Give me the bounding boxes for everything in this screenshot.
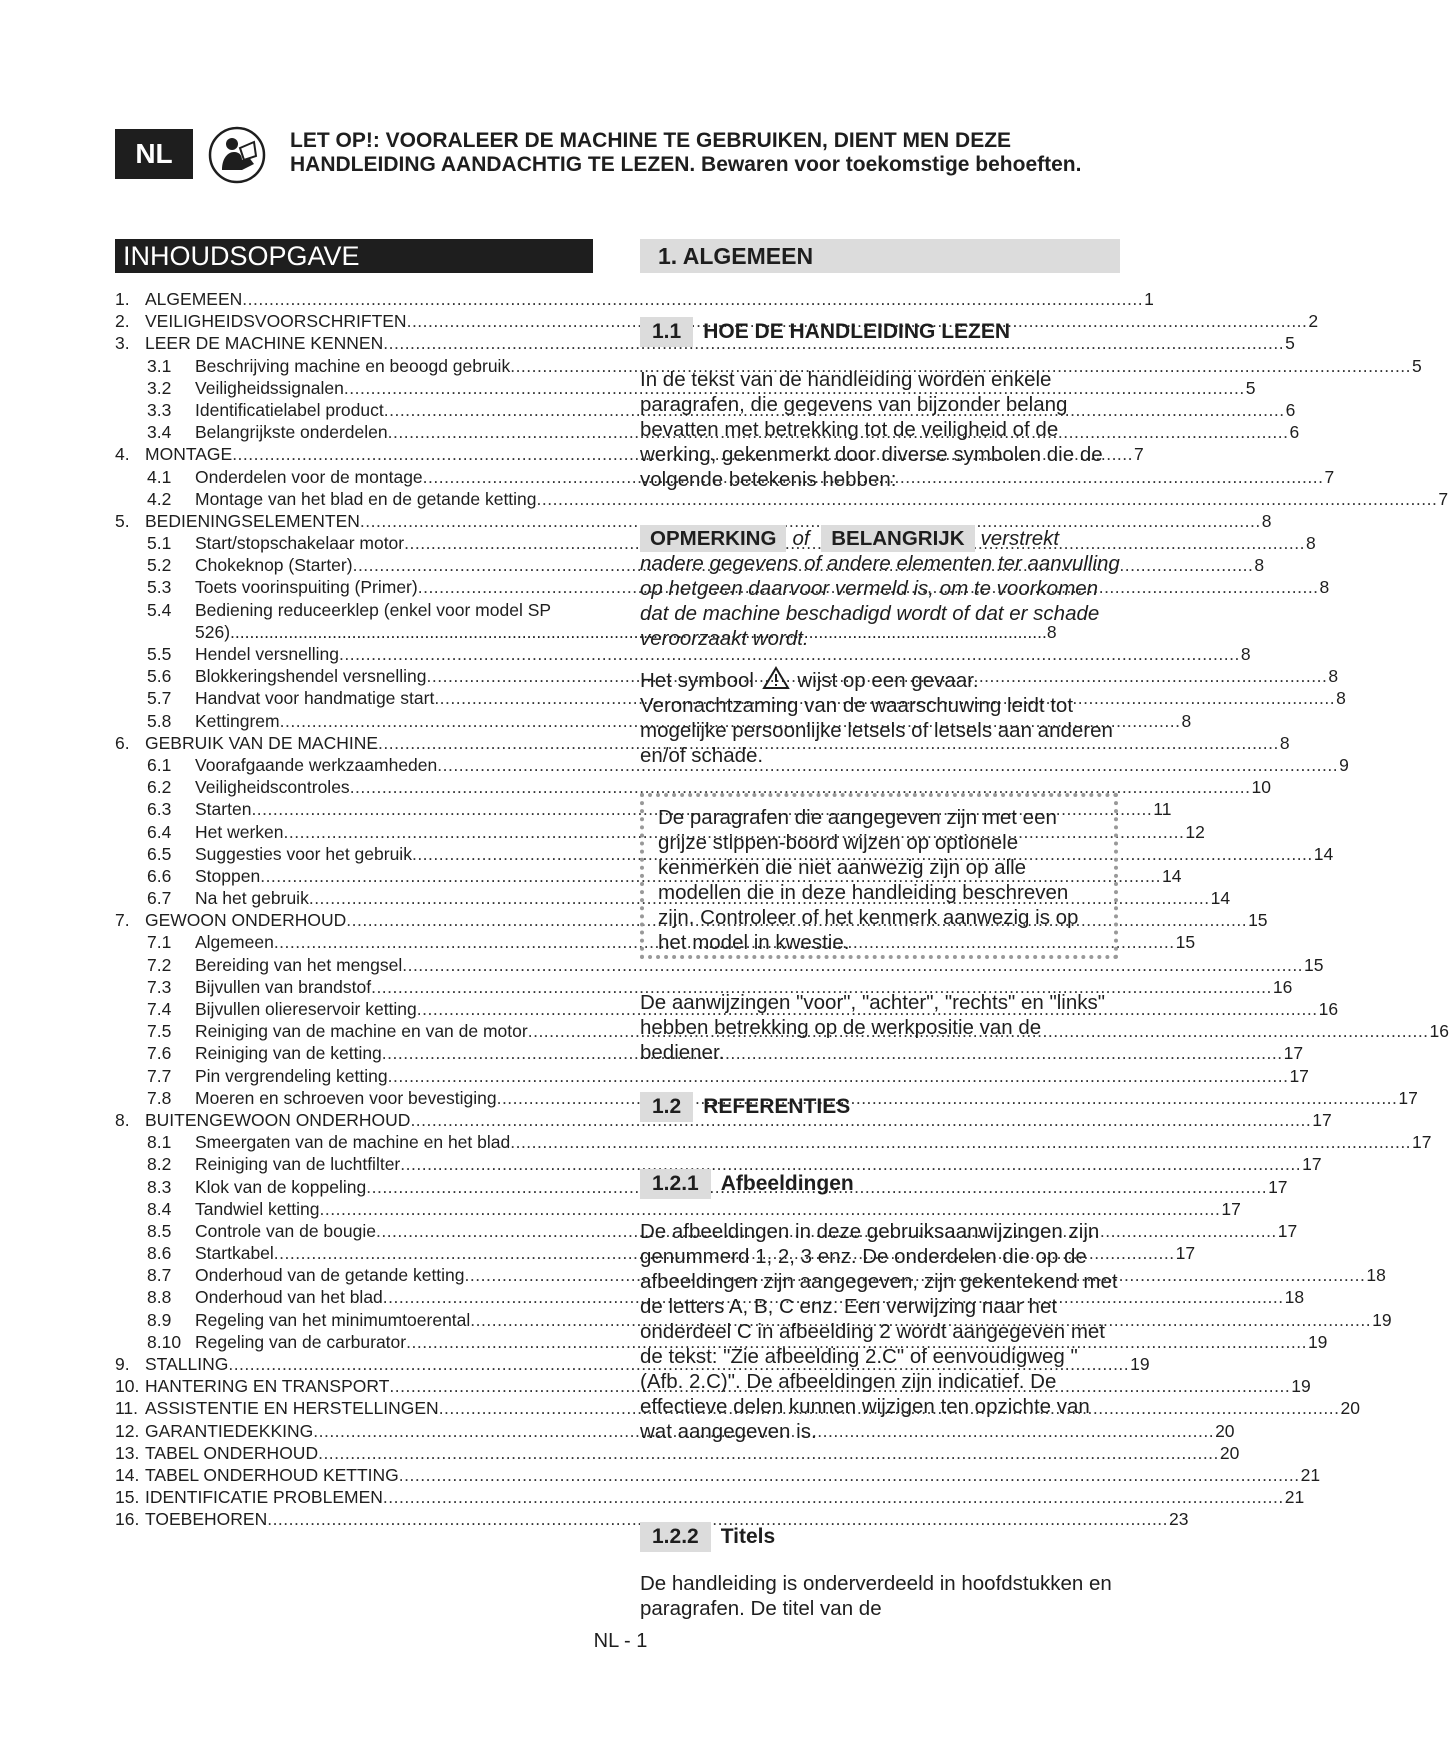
toc-entry[interactable] (115, 377, 1256, 400)
toc-entry-label: Chokeknop (Starter) (195, 555, 353, 576)
toc-entry-page: 19 (1291, 1376, 1311, 1397)
toc-title: INHOUDSOPGAVE (115, 239, 593, 273)
toc-entry[interactable] (115, 1398, 1360, 1420)
toc-entry-page: 7 (1438, 488, 1449, 509)
toc-entry-page: 18 (1284, 1287, 1305, 1308)
toc-entry-page: 16 (1272, 976, 1293, 997)
toc-entry-page: 17 (1312, 1109, 1332, 1130)
toc-entry-page: 14 (1313, 843, 1334, 864)
toc-entry-number: 7.2 (147, 954, 172, 975)
toc-entry-label: BUITENGEWOON ONDERHOUD (145, 1109, 411, 1130)
toc-entry-label: Blokkeringshendel versnelling (195, 666, 427, 687)
toc-entry-page: 15 (1175, 932, 1196, 953)
toc-entry[interactable] (115, 888, 1231, 910)
toc-entry-page: 18 (1366, 1265, 1386, 1286)
toc-entry-label: Toets voorinspuiting (Primer) (195, 577, 418, 598)
toc-entry-label: Handvat voor handmatige start (195, 688, 435, 709)
toc-leader-dots (510, 1132, 1411, 1153)
or-word: of (792, 527, 810, 550)
section-number: 1.2 (640, 1092, 693, 1122)
paragraph-directions: De aanwijzingen "voor", "achter", "rechts" en "links" hebben betrekking op de werkpositie van de bediener. (640, 991, 1106, 1064)
toc-entry-page: 15 (1304, 954, 1324, 975)
toc-entry-page: 8 (1336, 688, 1346, 709)
toc-entry-label: Onderdelen voor de montage (195, 466, 423, 487)
toc-entry[interactable] (115, 777, 1271, 799)
toc-leader-dots (242, 289, 1143, 310)
toc-entry-label: Reiniging van de luchtfilter (195, 1154, 401, 1175)
toc-entry-page: 19 (1372, 1309, 1392, 1330)
section-heading-algemeen: 1. ALGEMEEN (640, 239, 1120, 273)
toc-entry[interactable] (115, 910, 1268, 932)
toc-entry-number: 8.9 (147, 1309, 172, 1330)
toc-entry[interactable] (115, 754, 1349, 777)
toc-entry[interactable] (115, 555, 1265, 577)
toc-entry-number: 8.10 (147, 1331, 182, 1352)
toc-entry-number: 5.1 (147, 533, 172, 554)
toc-entry-label: Identificatielabel product (195, 399, 384, 420)
toc-entry-number: 8.4 (147, 1198, 172, 1219)
toc-entry-label: GEBRUIK VAN DE MACHINE (145, 732, 379, 753)
toc-entry[interactable] (115, 843, 1334, 866)
toc-entry-page: 8 (1181, 710, 1192, 731)
toc-entry-number: 3.2 (147, 377, 172, 398)
toc-entry-number: 4.2 (147, 488, 172, 509)
toc-entry[interactable] (115, 1287, 1305, 1309)
toc-entry-label: Controle van de bougie (195, 1220, 376, 1241)
toc-entry-page: 17 (1302, 1154, 1322, 1175)
toc-entry-page: 8 (1305, 533, 1316, 554)
toc-entry-page: 8 (1240, 644, 1251, 664)
toc-entry[interactable] (115, 932, 1196, 954)
toc-leader-dots (399, 1465, 1300, 1486)
note-keyword: OPMERKING (640, 525, 786, 552)
toc-entry-label: Moeren en schroeven voor bevestiging (195, 1087, 497, 1108)
toc-entry[interactable] (115, 732, 1290, 755)
toc-entry[interactable] (115, 954, 1324, 977)
section-number: 1.1 (640, 317, 693, 347)
toc-entry-label: 526) (195, 621, 231, 642)
toc-entry-number: 6.5 (147, 843, 172, 864)
toc-entry[interactable] (115, 488, 1449, 511)
toc-entry-page: 21 (1284, 1487, 1305, 1508)
page-number: NL - 1 (593, 1630, 648, 1652)
toc-entry-page: 20 (1215, 1420, 1235, 1441)
toc-entry[interactable] (115, 1376, 1311, 1398)
toc-entry-page: 17 (1277, 1220, 1298, 1241)
toc-entry-page: 11 (1153, 799, 1172, 820)
toc-leader-dots (318, 1443, 1219, 1464)
toc-entry-number: 5.4 (147, 599, 172, 620)
toc-leader-dots (388, 1066, 1289, 1087)
toc-entry-number: 8.7 (147, 1265, 172, 1286)
toc-entry-page: 16 (1429, 1021, 1449, 1042)
toc-entry-label: Belangrijkste onderdelen (195, 422, 388, 443)
toc-entry-page: 8 (1279, 732, 1290, 753)
toc-entry-label: HANTERING EN TRANSPORT (145, 1376, 390, 1397)
toc-leader-dots (383, 1487, 1284, 1508)
toc-entry-number: 1. (115, 289, 130, 309)
toc-entry-label: LEER DE MACHINE KENNEN (145, 333, 384, 354)
toc-entry-number: 7.3 (147, 976, 172, 997)
toc-entry[interactable] (115, 333, 1295, 355)
toc-entry-label: Voorafgaande werkzaamheden (195, 754, 438, 775)
toc-entry-number: 6.6 (147, 865, 172, 886)
toc-entry-page: 6 (1285, 399, 1296, 420)
toc-entry-number: 6.1 (147, 754, 172, 775)
toc-entry-number: 6.4 (147, 821, 172, 842)
toc-entry[interactable] (115, 1442, 1240, 1465)
section-title: HOE DE HANDLEIDING LEZEN (703, 320, 1011, 343)
toc-entry[interactable] (115, 422, 1300, 444)
paragraph-note-important (640, 526, 1120, 651)
toc-entry-label: Reiniging van de machine en van de motor (195, 1021, 528, 1042)
toc-entry[interactable] (115, 1109, 1332, 1132)
toc-entry-number: 3. (115, 333, 130, 354)
section-heading-1-2 (640, 1092, 850, 1122)
toc-entry-page: 17 (1283, 1043, 1304, 1064)
toc-entry-number: 13. (115, 1442, 140, 1463)
header-warning-line2: HANDLEIDING AANDACHTIG TE LEZEN. Bewaren voor toekomstige behoeften. (290, 153, 1082, 176)
toc-leader-dots (497, 1088, 1398, 1109)
toc-entry-label: Starten (195, 799, 252, 820)
toc-entry-label: Onderhoud van de getande ketting (195, 1265, 465, 1286)
toc-entry-label: Smeergaten van de machine en het blad (195, 1132, 511, 1153)
toc-entry-page: 20 (1219, 1442, 1240, 1463)
toc-entry-page: 12 (1185, 821, 1205, 842)
note-text: verstrekt nadere gegevens of andere elementen ter aanvulling op hetgeen daarvoor vermeld is, om te voorkomen dat de machine beschadigd wordt of dat er schade veroorzaakt wordt. (640, 527, 1120, 650)
toc-entry-label: Bijvullen van brandstof (195, 976, 372, 997)
toc-entry[interactable] (115, 1154, 1322, 1176)
toc-entry-label: Regeling van het minimumtoerental (195, 1309, 471, 1330)
toc-entry[interactable] (115, 1265, 1386, 1287)
toc-entry-number: 7.7 (147, 1065, 172, 1086)
toc-entry[interactable] (115, 799, 1172, 821)
toc-entry-page: 15 (1248, 910, 1268, 931)
toc-entry-number: 6.2 (147, 777, 172, 798)
toc-entry-number: 5.3 (147, 577, 172, 598)
toc-entry[interactable] (115, 644, 1251, 666)
toc-entry-page: 8 (1254, 555, 1265, 576)
toc-entry-number: 15. (115, 1487, 140, 1508)
toc-entry-number: 6.3 (147, 799, 172, 820)
toc-entry-label: Kettingrem (195, 710, 280, 731)
toc-entry[interactable] (115, 1509, 1189, 1531)
toc-entry-page: 17 (1398, 1087, 1418, 1108)
warning-triangle-icon (762, 666, 790, 690)
toc-entry[interactable] (115, 1487, 1305, 1509)
paragraph-titles: De handleiding is onderverdeeld in hoofdstukken en paragrafen. De titel van de (640, 1572, 1112, 1620)
toc-entry-label: Start/stopschakelaar motor (195, 533, 405, 554)
toc-entry-page: 23 (1169, 1509, 1189, 1530)
toc-entry-page: 21 (1300, 1464, 1321, 1485)
toc-entry-label: Klok van de koppeling (195, 1176, 367, 1197)
toc-entry[interactable] (115, 1132, 1432, 1154)
paragraph-danger-symbol (640, 666, 1120, 768)
section-heading-1-2-1 (640, 1169, 854, 1199)
paragraph-intro: In de tekst van de handleiding worden enkele paragrafen, die gegevens van bijzonder belang bevatten met betrekking tot de veiligheid of de werking, gekenmerkt door diverse symbolen die de volgende betekenis hebben: (640, 368, 1103, 491)
toc-entry[interactable] (115, 688, 1346, 710)
toc-entry[interactable] (115, 1331, 1328, 1354)
toc-entry-number: 16. (115, 1509, 140, 1530)
toc-entry-number: 8.8 (147, 1287, 172, 1308)
toc-entry-label: Startkabel (195, 1243, 274, 1264)
toc-entry-number: 5.6 (147, 666, 172, 687)
toc-entry-page: 8 (1319, 577, 1330, 598)
toc-entry[interactable] (115, 466, 1335, 489)
toc-entry-label: Stoppen (195, 865, 261, 886)
toc-entry-label: Bediening reduceerklep (enkel voor model SP (195, 599, 552, 620)
toc-entry-number: 14. (115, 1464, 140, 1485)
section-heading-1-1 (640, 317, 1010, 347)
header-warning-line1: LET OP!: VOORALEER DE MACHINE TE GEBRUIKEN, DIENT MEN DEZE (290, 129, 1012, 152)
toc-entry[interactable] (115, 821, 1205, 844)
toc-entry-number: 8.1 (147, 1132, 172, 1153)
read-manual-icon (208, 126, 266, 184)
toc-entry-label: GARANTIEDEKKING (145, 1420, 314, 1441)
toc-entry-label: Bijvullen oliereservoir ketting (195, 999, 417, 1019)
toc-entry[interactable] (115, 355, 1422, 378)
toc-entry-number: 7.8 (147, 1087, 172, 1108)
toc-entry-page: 5 (1285, 333, 1295, 354)
toc-entry-number: 9. (115, 1354, 130, 1374)
toc-entry-label: Veiligheidssignalen (195, 377, 344, 398)
toc-entry-page: 8 (1328, 666, 1339, 687)
toc-entry-label: Hendel versnelling (195, 644, 339, 664)
optional-features-text: De paragrafen die aangegeven zijn met een grijze stippen-boord wijzen op optionele kenmerken die niet aanwezig zijn op alle modellen die in deze handleiding beschreven zijn. Controleer of het kenmerk aanwezig is op het model in kwestie. (658, 806, 1079, 954)
paragraph-images: De afbeeldingen in deze gebruiksaanwijzingen zijn genummerd 1, 2, 3 enz. De onderdelen die op de afbeeldingen zijn aangegeven, zijn gekentekend met de letters A, B, C enz. Een verwijzing naar het onderdeel C in afbeelding 2 wordt aangegeven met de tekst: "Zie afbeelding 2.C" of eenvoudigweg "(Afb. 2.C)". De afbeeldingen zijn indicatief. De effectieve delen kunnen wijzigen ten opzichte van wat aangegeven is. (640, 1220, 1118, 1443)
section-number: 1.2.2 (640, 1522, 711, 1552)
toc-entry-number: 8. (115, 1109, 130, 1130)
toc-entry-label: Pin vergrendeling ketting (195, 1065, 388, 1086)
toc-entry-number: 5. (115, 510, 130, 531)
important-keyword: BELANGRIJK (821, 525, 974, 552)
toc-entry-number: 6.7 (147, 888, 172, 909)
toc-entry-number: 8.5 (147, 1220, 172, 1241)
toc-entry-number: 5.2 (147, 555, 172, 576)
toc-entry[interactable] (115, 600, 595, 622)
toc-entry-label: Veiligheidscontroles (195, 777, 350, 798)
toc-entry-number: 8.3 (147, 1176, 172, 1197)
toc-entry-number: 7. (115, 910, 130, 931)
toc-entry-number: 7.4 (147, 999, 172, 1019)
optional-features-box (640, 793, 1118, 959)
toc-entry-label: BEDIENINGSELEMENTEN (145, 510, 360, 531)
section-title: Titels (720, 1525, 776, 1548)
toc-entry-number: 12. (115, 1420, 140, 1441)
toc-entry-label: Bereiding van het mengsel (195, 954, 403, 975)
toc-entry-number: 8.6 (147, 1243, 172, 1264)
toc-entry-page: 17 (1221, 1198, 1241, 1219)
toc-entry-number: 4. (115, 444, 130, 465)
toc-entry-label: Regeling van de carburator (195, 1331, 407, 1352)
toc-entry-page: 10 (1251, 777, 1271, 798)
toc-entry[interactable] (115, 1309, 1392, 1332)
toc-entry-label: Suggesties voor het gebruik (195, 843, 412, 864)
toc-entry-label: TABEL ONDERHOUD KETTING (145, 1464, 399, 1485)
toc-entry-page: 7 (1324, 466, 1335, 487)
toc-entry-number: 10. (115, 1376, 140, 1397)
toc-entry[interactable] (115, 1043, 1304, 1065)
toc-entry-label: GEWOON ONDERHOUD (145, 910, 347, 931)
toc-entry[interactable] (115, 976, 1293, 999)
toc-entry[interactable] (115, 1198, 1241, 1221)
toc-entry-number: 4.1 (147, 466, 172, 487)
toc-entry-number: 8.2 (147, 1154, 172, 1175)
toc-entry-label: Het werken (195, 821, 284, 842)
toc-entry-number: 7.5 (147, 1021, 172, 1042)
toc-entry-page: 5 (1245, 377, 1256, 398)
toc-entry-page: 14 (1162, 865, 1182, 886)
toc-entry-number: 6. (115, 732, 130, 753)
toc-entry-page: 17 (1412, 1132, 1432, 1153)
toc-entry-number: 3.4 (147, 422, 172, 443)
toc-entry[interactable] (115, 444, 1144, 466)
toc-entry-page: 7 (1134, 444, 1144, 465)
toc-entry-page: 17 (1289, 1065, 1309, 1086)
toc-entry-page: 19 (1130, 1354, 1150, 1374)
toc-entry[interactable] (115, 999, 1339, 1021)
toc-entry-number: 5.8 (147, 710, 172, 731)
toc-entry-number: 7.6 (147, 1043, 172, 1064)
toc-entry[interactable] (115, 1021, 1449, 1043)
toc-entry[interactable] (115, 1464, 1321, 1487)
toc-entry-number: 7.1 (147, 932, 172, 953)
toc-entry-label: TOEBEHOREN (145, 1509, 268, 1530)
toc-entry[interactable] (115, 577, 1330, 599)
toc-entry[interactable] (115, 1354, 1150, 1376)
header-warning (290, 129, 1190, 177)
toc-entry-label: ASSISTENTIE EN HERSTELLINGEN (145, 1398, 439, 1419)
danger-text-before: Het symbool (640, 669, 754, 692)
section-title: REFERENTIES (703, 1095, 851, 1118)
toc-entry-page: 17 (1268, 1176, 1288, 1197)
toc-entry-page: 8 (1046, 621, 1057, 642)
toc-leader-dots (410, 1110, 1311, 1131)
toc-entry-number: 3.1 (147, 355, 172, 376)
toc-entry[interactable] (115, 621, 1057, 644)
toc-entry-label: Na het gebruik (195, 888, 309, 909)
toc-entry-label: VEILIGHEIDSVOORSCHRIFTEN (145, 311, 407, 332)
toc-entry[interactable] (115, 289, 1154, 311)
toc-entry[interactable] (115, 510, 1272, 533)
section-number: 1.2.1 (640, 1169, 711, 1199)
toc-entry-page: 2 (1308, 311, 1319, 332)
toc-entry[interactable] (115, 399, 1296, 422)
toc-entry-page: 19 (1307, 1331, 1328, 1352)
toc-entry-number: 2. (115, 311, 130, 332)
toc-entry-label: TABEL ONDERHOUD (145, 1442, 319, 1463)
toc-entry-label: Algemeen (195, 932, 274, 953)
toc-entry-label: IDENTIFICATIE PROBLEMEN (145, 1487, 383, 1508)
toc-entry-label: Reiniging van de ketting (195, 1043, 382, 1064)
toc-entry[interactable] (115, 1065, 1309, 1088)
toc-entry-page: 16 (1318, 999, 1339, 1019)
toc-leader-dots (320, 1199, 1221, 1220)
section-heading-1-2-2 (640, 1522, 775, 1552)
toc-entry-label: Tandwiel ketting (195, 1198, 320, 1219)
toc-entry[interactable] (115, 865, 1182, 888)
toc-entry-page: 20 (1340, 1398, 1360, 1419)
toc-entry-page: 5 (1412, 355, 1422, 376)
toc-entry-label: STALLING (145, 1354, 229, 1374)
toc-entry[interactable] (115, 1243, 1196, 1265)
toc-entry-page: 17 (1175, 1243, 1196, 1264)
toc-entry-label: Montage van het blad en de getande ketting (195, 488, 537, 509)
toc-entry[interactable] (115, 1420, 1235, 1443)
toc-entry-page: 8 (1261, 510, 1272, 531)
language-badge: NL (115, 129, 193, 179)
toc-entry-page: 9 (1339, 754, 1349, 775)
toc-entry-number: 5.5 (147, 644, 172, 664)
toc-entry-label: Onderhoud van het blad (195, 1287, 383, 1308)
toc-entry-number: 3.3 (147, 399, 172, 420)
toc-entry-page: 1 (1144, 289, 1154, 309)
toc-entry-label: ALGEMEEN (145, 289, 243, 309)
toc-entry-number: 5.7 (147, 688, 172, 709)
section-title: Afbeeldingen (720, 1172, 854, 1195)
toc-entry-page: 6 (1289, 422, 1300, 443)
toc-entry[interactable] (115, 1220, 1298, 1243)
toc-entry-number: 11. (115, 1398, 139, 1419)
toc-entry-label: MONTAGE (145, 444, 233, 465)
toc-entry-label: Beschrijving machine en beoogd gebruik (195, 355, 511, 376)
toc-entry-page: 14 (1210, 888, 1231, 909)
danger-text-after: wijst op een gevaar. Veronachtzaming van de waarschuwing leidt tot mogelijke persoonlijke letsels of letsels aan anderen en/of schade. (640, 669, 1113, 767)
toc-entry[interactable] (115, 710, 1192, 733)
